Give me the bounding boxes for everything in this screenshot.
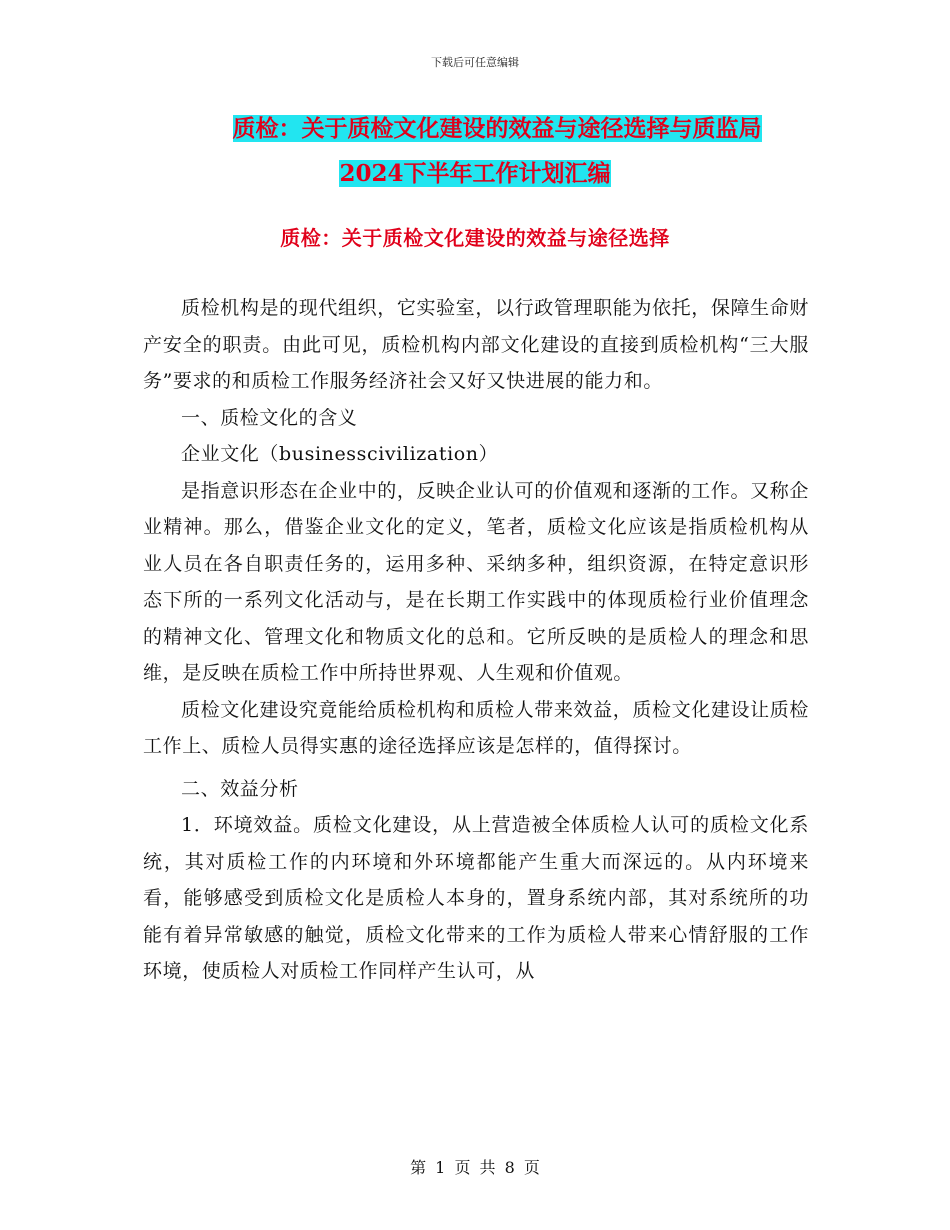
paragraph: 是指意识形态在企业中的，反映企业认可的价值观和逐渐的工作。又称企业精神。那么，借鉴企业文化的定义，笔者，质检文化应该是指质检机构从业人员在各自职责任务的，运用多种、采纳多种，组织资源，在特定意识形态下所的一系列文化活动与，是在长期工作实践中的体现质检行业价值理念的精神文化、管理文化和物质文化的总和。它所反映的是质检人的理念和思维，是反映在质检工作中所持世界观、人生观和价值观。	[143, 479, 809, 684]
title-highlight-2: 2024下半年工作计划汇编	[339, 160, 611, 187]
document-title-line-1	[22, 113, 950, 145]
paragraph: 二、效益分析	[181, 777, 299, 800]
paragraph: 质检机构是的现代组织，它实验室，以行政管理职能为依托，保障生命财产安全的职责。由此可见，质检机构内部文化建设的直接到质检机构“三大服务”要求的和质检工作服务经济社会又好又快进展的能力和。	[143, 297, 809, 392]
paragraph: 企业文化（businesscivilization）	[181, 443, 499, 465]
paragraph: 1．环境效益。质检文化建设，从上营造被全体质检人认可的质检文化系统，其对质检工作的内环境和外环境都能产生重大而深远的。从内环境来看，能够感受到质检文化是质检人本身的，置身系统内部，其对系统所的功能有着异常敏感的触觉，质检文化带来的工作为质检人带来心情舒服的工作环境，使质检人对质检工作同样产生认可，从	[143, 814, 809, 982]
document-title-line-2	[0, 158, 950, 190]
header-note: 下载后可任意编辑	[431, 56, 519, 69]
document-body	[143, 290, 809, 990]
paragraph: 质检文化建设究竟能给质检机构和质检人带来效益，质检文化建设让质检工作上、质检人员得实惠的途径选择应该是怎样的，值得探讨。	[143, 698, 809, 757]
section-heading: 质检：关于质检文化建设的效益与途径选择	[280, 226, 670, 250]
paragraph: 一、质检文化的含义	[181, 406, 358, 429]
page-footer: 第 1 页 共 8 页	[410, 1158, 540, 1177]
title-highlight-1: 质检：关于质检文化建设的效益与途径选择与质监局	[232, 115, 762, 142]
